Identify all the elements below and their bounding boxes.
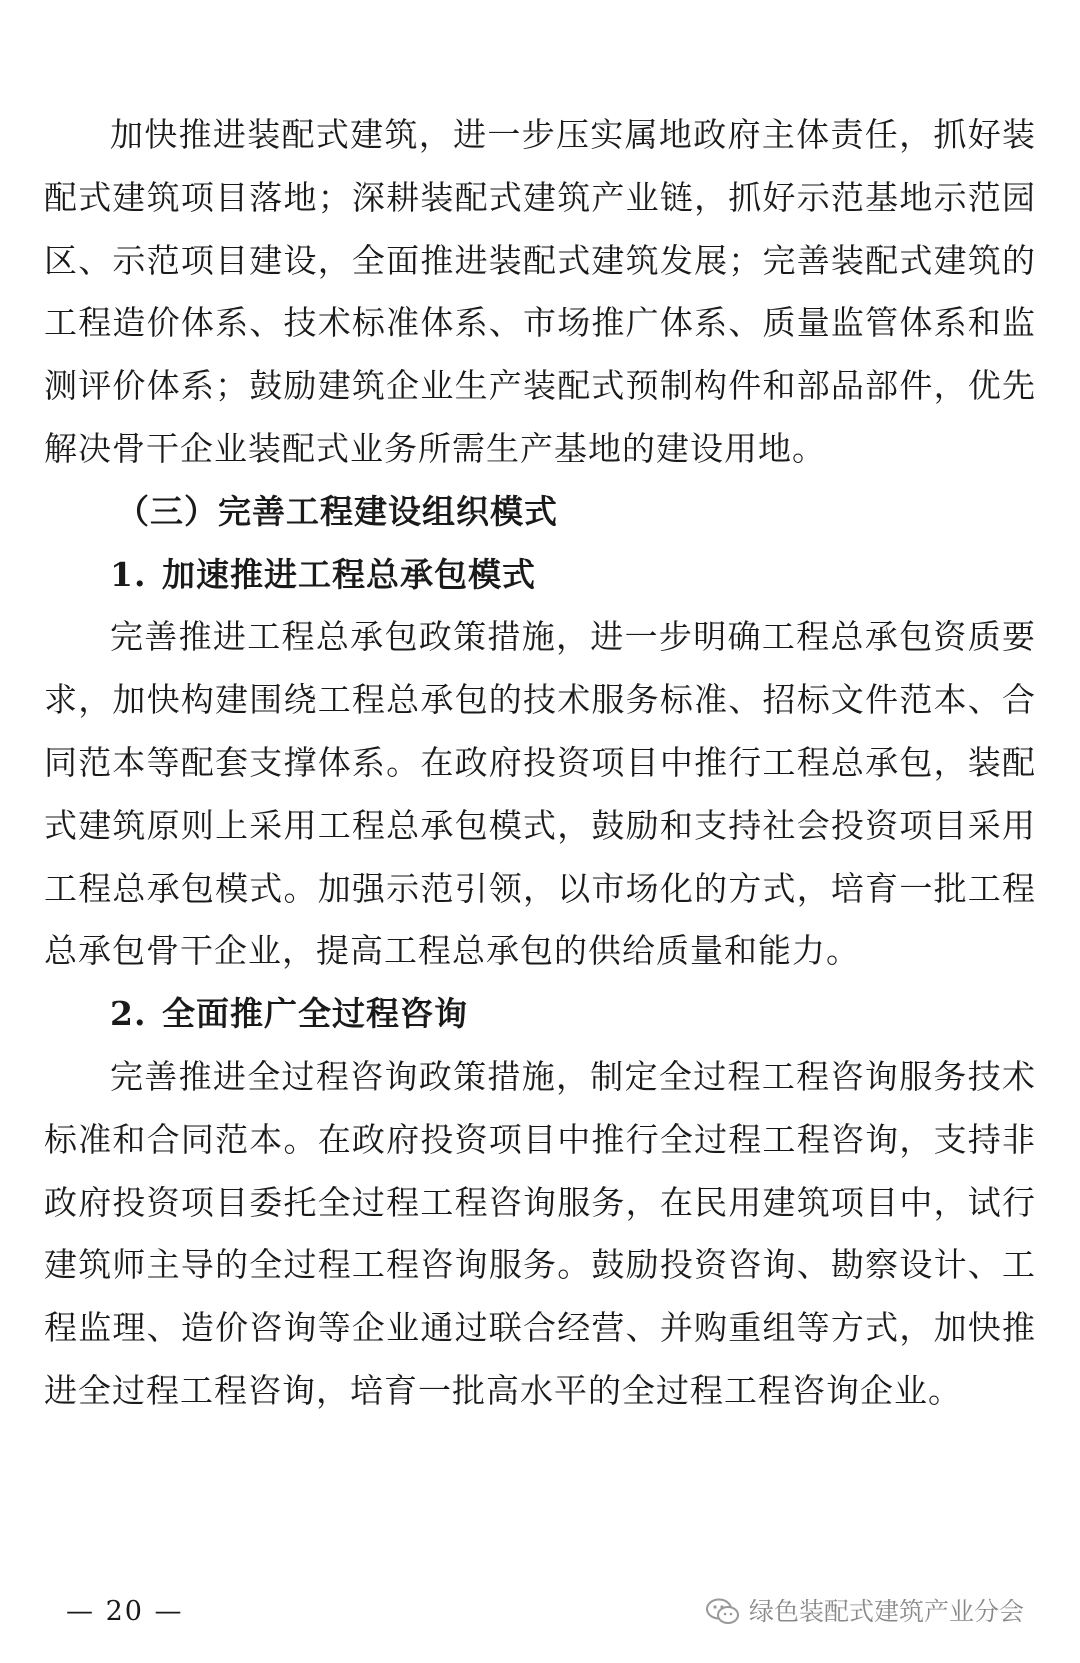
watermark xyxy=(705,1594,1024,1630)
section-heading-3: （三）完善工程建设组织模式 xyxy=(116,491,558,531)
page-number: — 20 — xyxy=(66,1596,184,1627)
subsection-heading-2 xyxy=(44,983,1036,1046)
subsection-number-2: 2. xyxy=(110,994,147,1034)
subsection-title-1: 加速推进工程总承包模式 xyxy=(162,554,536,594)
paragraph-epc-model: 完善推进工程总承包政策措施，进一步明确工程总承包资质要求，加快构建围绕工程总承包的技术服务标准、招标文件范本、合同范本等配套支撑体系。在政府投资项目中推行工程总承包，装配式建筑原则上采用工程总承包模式，鼓励和支持社会投资项目采用工程总承包模式。加强示范引领，以市场化的方式，培育一批工程总承包骨干企业，提高工程总承包的供给质量和能力。 xyxy=(44,617,1036,971)
subsection-heading-1 xyxy=(44,544,1036,607)
paragraph-prefab-construction: 加快推进装配式建筑，进一步压实属地政府主体责任，抓好装配式建筑项目落地；深耕装配式建筑产业链，抓好示范基地示范园区、示范项目建设，全面推进装配式建筑发展；完善装配式建筑的工程造价体系、技术标准体系、市场推广体系、质量监管体系和监测评价体系；鼓励建筑企业生产装配式预制构件和部品部件，优先解决骨干企业装配式业务所需生产基地的建设用地。 xyxy=(44,115,1036,468)
subsection-number-1: 1. xyxy=(110,554,147,594)
page-footer xyxy=(0,1588,1080,1638)
watermark-text: 绿色装配式建筑产业分会 xyxy=(748,1597,1024,1626)
wechat-icon xyxy=(705,1597,741,1627)
paragraph-full-process-consulting: 完善推进全过程咨询政策措施，制定全过程工程咨询服务技术标准和合同范本。在政府投资项目中推行全过程工程咨询，支持非政府投资项目委托全过程工程咨询服务，在民用建筑项目中，试行建筑师主导的全过程工程咨询服务。鼓励投资咨询、勘察设计、工程监理、造价咨询等企业通过联合经营、并购重组等方式，加快推进全过程工程咨询，培育一批高水平的全过程工程咨询企业。 xyxy=(44,1056,1036,1410)
subsection-title-2: 全面推广全过程咨询 xyxy=(162,994,468,1034)
document-body xyxy=(44,104,1036,1423)
